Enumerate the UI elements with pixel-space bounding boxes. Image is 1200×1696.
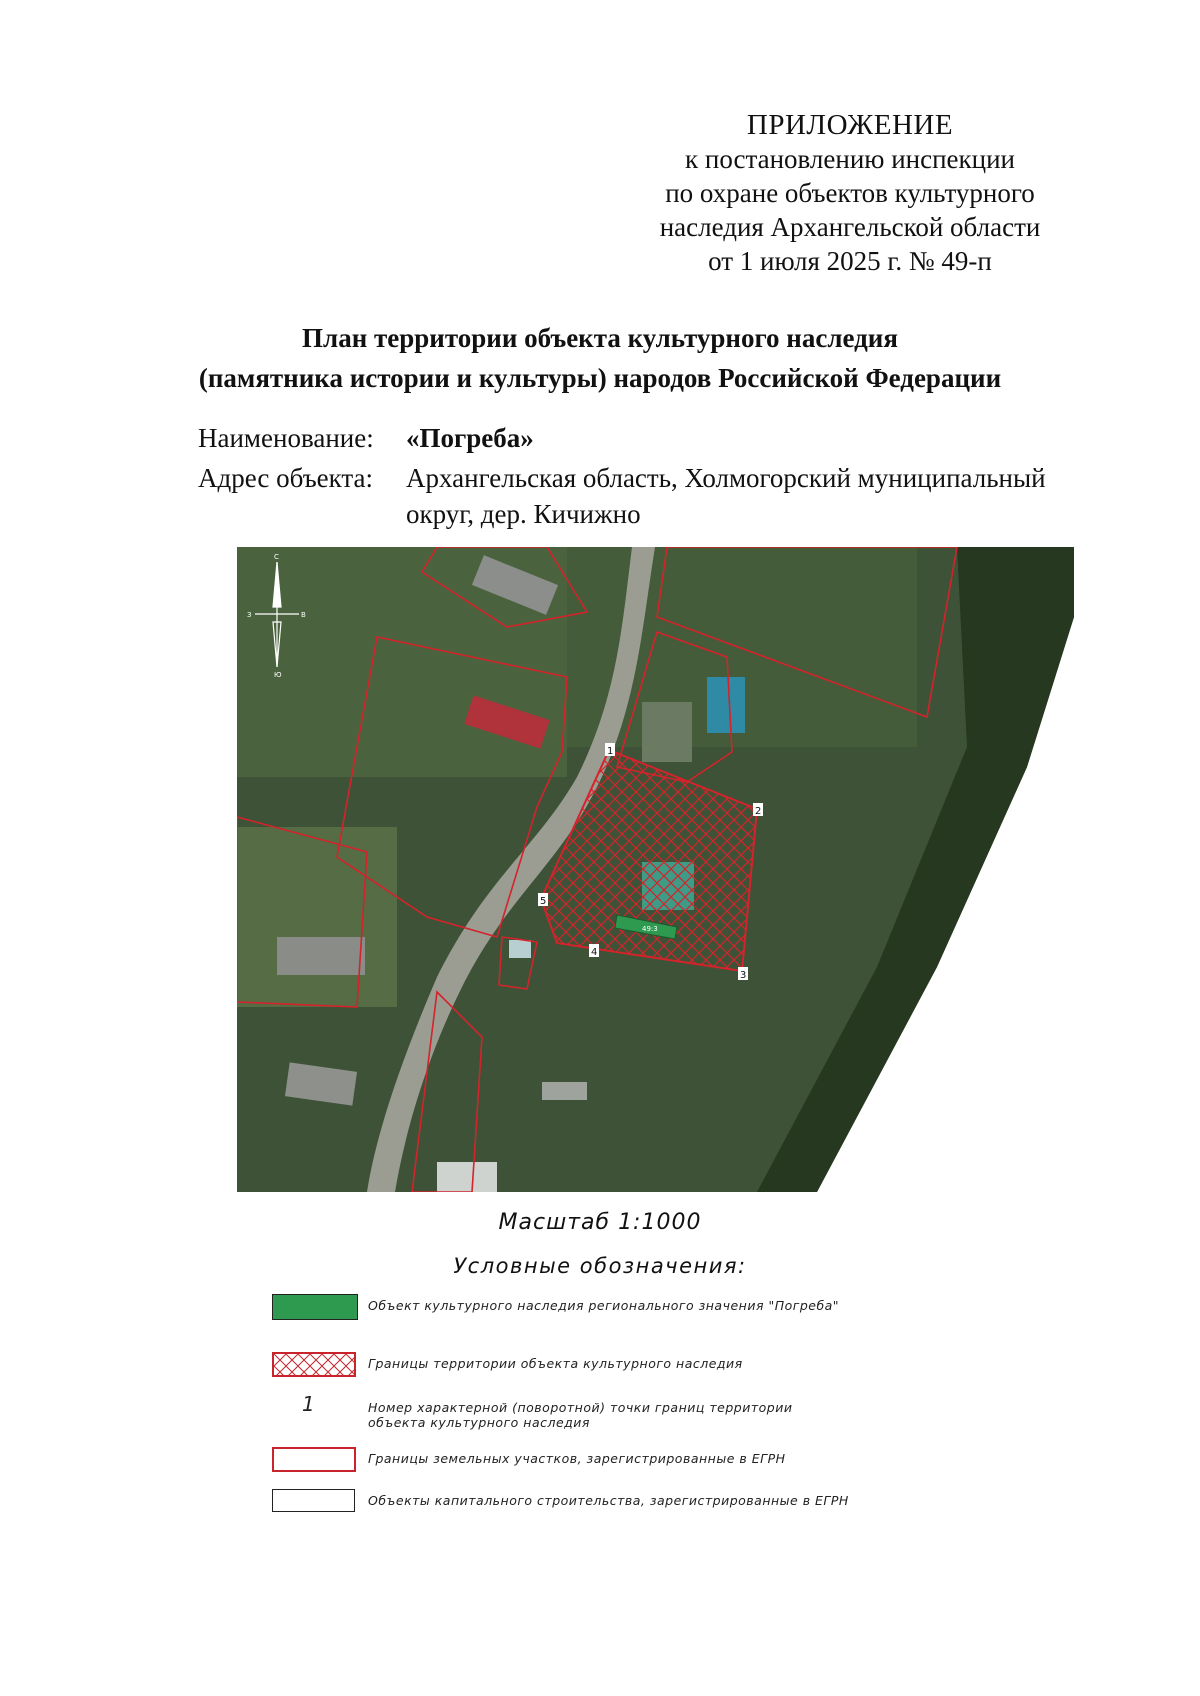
appendix-line-2: по охране объектов культурного	[665, 178, 1035, 208]
compass-n: С	[274, 553, 279, 561]
building	[277, 937, 365, 975]
legend-swatch-monument	[272, 1294, 358, 1320]
legend-text-territory: Границы территории объекта культурного наследия	[368, 1356, 743, 1371]
appendix-line-1: к постановлению инспекции	[685, 144, 1015, 174]
legend-text-point-1: Номер характерной (поворотной) точки границ территории	[368, 1400, 793, 1415]
compass-e: В	[301, 611, 306, 619]
legend-text-point-2: объекта культурного наследия	[368, 1415, 590, 1430]
turning-point-3: 3	[740, 970, 747, 981]
building	[707, 677, 745, 733]
satellite-map	[237, 547, 1074, 1192]
address-line-2: округ, дер. Кичижно	[406, 499, 641, 529]
legend-swatch-territory	[272, 1352, 356, 1377]
turning-point-2: 2	[755, 806, 762, 817]
legend-swatch-buildings	[272, 1489, 355, 1512]
compass-w: З	[247, 611, 252, 619]
legend-title: Условные обозначения:	[453, 1254, 747, 1278]
turning-point-4: 4	[591, 947, 598, 958]
title-line-2: (памятника истории и культуры) народов Российской Федерации	[198, 363, 1002, 393]
compass-s: Ю	[274, 671, 282, 679]
object-name-row	[198, 420, 534, 456]
appendix-line-4: от 1 июля 2025 г. № 49-п	[708, 246, 992, 276]
legend-text-point	[368, 1400, 888, 1430]
appendix-heading: ПРИЛОЖЕНИЕ	[746, 109, 954, 141]
turning-point-1: 1	[607, 746, 614, 757]
monument-label: 49:3	[642, 925, 658, 933]
building	[542, 1082, 587, 1100]
legend-text-buildings: Объекты капитального строительства, зарегистрированные в ЕГРН	[368, 1493, 849, 1508]
building	[642, 702, 692, 762]
legend-swatch-parcels	[272, 1447, 356, 1472]
object-name-label: Наименование:	[198, 423, 374, 453]
legend-text-parcels: Границы земельных участков, зарегистрированные в ЕГРН	[368, 1451, 786, 1466]
object-name-value: «Погреба»	[406, 423, 534, 453]
object-address-label: Адрес объекта:	[198, 463, 374, 493]
title-line-1: План территории объекта культурного наследия	[302, 323, 898, 353]
map-scale: Масштаб 1:1000	[498, 1210, 702, 1235]
turning-point-5: 5	[540, 896, 547, 907]
object-address-value	[406, 460, 1086, 532]
building	[509, 940, 531, 958]
appendix-header	[640, 108, 1060, 278]
legend-text-monument: Объект культурного наследия регионального значения "Погреба"	[368, 1298, 840, 1313]
appendix-line-3: наследия Архангельской области	[659, 212, 1041, 242]
address-line-1: Архангельская область, Холмогорский муниципальный	[406, 463, 1046, 493]
building	[437, 1162, 497, 1192]
document-title	[0, 318, 1200, 398]
legend-symbol-point: 1	[302, 1392, 316, 1416]
object-address-row	[198, 460, 1046, 529]
